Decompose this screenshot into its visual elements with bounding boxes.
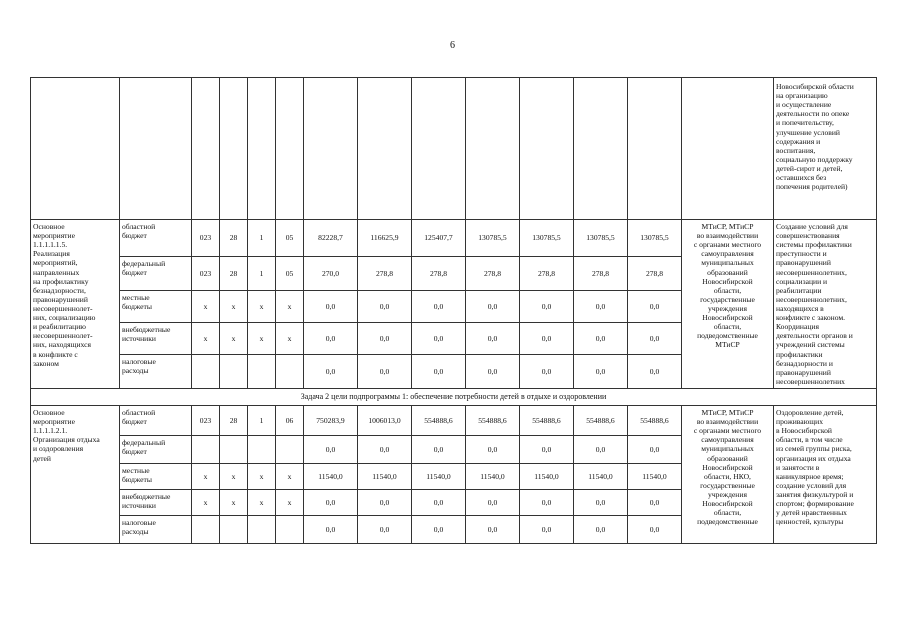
code-c2	[220, 515, 248, 543]
funding-source: внебюджетные источники	[120, 489, 192, 515]
value-cell: 11540,0	[358, 463, 412, 489]
funding-source: местные бюджеты	[120, 463, 192, 489]
page-number: 6	[450, 40, 455, 51]
funding-source: областной бюджет	[120, 220, 192, 257]
code-c4	[276, 354, 304, 388]
code-cell	[276, 78, 304, 220]
value-cell: 0,0	[520, 489, 574, 515]
value-cell: 0,0	[412, 354, 466, 388]
value-cell	[574, 78, 628, 220]
code-c2	[220, 435, 248, 463]
code-c4	[276, 515, 304, 543]
result-cell: Новосибирской области на организацию и осуществление деятельности по опеке и попечительству, улучшение условий содержания и воспитания, социальную поддержку детей-сирот и детей, оставшихся без попечения родителей)	[774, 78, 877, 220]
code-c2: х	[220, 322, 248, 354]
code-c3	[248, 354, 276, 388]
program-table	[30, 77, 877, 544]
code-c4: 06	[276, 405, 304, 435]
funding-source: областной бюджет	[120, 405, 192, 435]
executor-cell: МТиСР, МТиСР во взаимодействии с органами местного самоуправления муниципальных образований Новосибирской области, государственные учреждения Новосибирской области, подведомственные МТиСР	[682, 220, 774, 389]
value-cell: 0,0	[574, 515, 628, 543]
code-c4: 05	[276, 256, 304, 290]
code-c2: х	[220, 463, 248, 489]
funding-source: федеральный бюджет	[120, 435, 192, 463]
value-cell: 11540,0	[304, 463, 358, 489]
value-cell: 278,8	[466, 256, 520, 290]
code-c3	[248, 435, 276, 463]
value-cell: 11540,0	[574, 463, 628, 489]
code-c2: 28	[220, 256, 248, 290]
value-cell: 0,0	[520, 435, 574, 463]
code-c1: 023	[192, 256, 220, 290]
value-cell: 0,0	[304, 354, 358, 388]
value-cell: 0,0	[412, 489, 466, 515]
code-c3: х	[248, 322, 276, 354]
value-cell: 554888,6	[574, 405, 628, 435]
value-cell: 750283,9	[304, 405, 358, 435]
value-cell: 0,0	[412, 515, 466, 543]
value-cell: 0,0	[412, 322, 466, 354]
value-cell: 0,0	[358, 291, 412, 323]
code-c2: х	[220, 489, 248, 515]
value-cell	[412, 78, 466, 220]
value-cell: 116625,9	[358, 220, 412, 257]
code-c2	[220, 354, 248, 388]
value-cell: 0,0	[358, 435, 412, 463]
name-cell	[31, 78, 120, 220]
value-cell: 0,0	[466, 515, 520, 543]
code-c1: х	[192, 291, 220, 323]
value-cell: 0,0	[628, 489, 682, 515]
value-cell	[520, 78, 574, 220]
value-cell: 0,0	[628, 322, 682, 354]
code-c4: х	[276, 489, 304, 515]
value-cell: 278,8	[628, 256, 682, 290]
code-c2: 28	[220, 220, 248, 257]
source-cell	[120, 78, 192, 220]
value-cell: 0,0	[520, 515, 574, 543]
value-cell	[466, 78, 520, 220]
value-cell: 0,0	[628, 291, 682, 323]
code-c1: х	[192, 463, 220, 489]
result-cell: Создание условий для совершенствования системы профилактики преступности и правонарушений несовершеннолетних, социализации и реабилитации несовершеннолетних, находящихся в конфликте с законом. Координация деятельности органов и учреждений системы профилактики безнадзорности и правонарушений несовершеннолетних	[774, 220, 877, 389]
table-row	[31, 220, 877, 257]
value-cell: 1006013,0	[358, 405, 412, 435]
value-cell	[304, 78, 358, 220]
value-cell: 0,0	[466, 354, 520, 388]
value-cell: 0,0	[358, 354, 412, 388]
value-cell: 0,0	[628, 354, 682, 388]
code-c1	[192, 515, 220, 543]
value-cell: 11540,0	[520, 463, 574, 489]
code-c4: х	[276, 463, 304, 489]
code-c1: х	[192, 489, 220, 515]
value-cell: 554888,6	[628, 405, 682, 435]
value-cell: 0,0	[304, 291, 358, 323]
value-cell: 0,0	[520, 354, 574, 388]
value-cell: 82228,7	[304, 220, 358, 257]
code-c3: х	[248, 489, 276, 515]
value-cell: 0,0	[304, 489, 358, 515]
value-cell: 0,0	[466, 291, 520, 323]
code-c1	[192, 354, 220, 388]
value-cell: 0,0	[304, 322, 358, 354]
code-cell	[248, 78, 276, 220]
value-cell: 125407,7	[412, 220, 466, 257]
value-cell: 0,0	[358, 489, 412, 515]
value-cell: 270,0	[304, 256, 358, 290]
value-cell: 130785,5	[520, 220, 574, 257]
code-c3: 1	[248, 220, 276, 257]
funding-source: налоговые расходы	[120, 515, 192, 543]
value-cell: 0,0	[574, 354, 628, 388]
value-cell: 278,8	[574, 256, 628, 290]
value-cell: 0,0	[412, 435, 466, 463]
value-cell: 0,0	[358, 322, 412, 354]
value-cell: 0,0	[358, 515, 412, 543]
code-c1: х	[192, 322, 220, 354]
task-title: Задача 2 цели подпрограммы 1: обеспечение потребности детей в отдыхе и оздоровлении	[31, 388, 877, 405]
value-cell: 554888,6	[466, 405, 520, 435]
code-cell	[192, 78, 220, 220]
code-c3: 1	[248, 256, 276, 290]
value-cell: 0,0	[628, 435, 682, 463]
code-c2: 28	[220, 405, 248, 435]
value-cell: 11540,0	[466, 463, 520, 489]
value-cell: 0,0	[466, 489, 520, 515]
code-c3	[248, 515, 276, 543]
code-cell	[220, 78, 248, 220]
code-c4	[276, 435, 304, 463]
value-cell: 130785,5	[466, 220, 520, 257]
funding-source: налоговые расходы	[120, 354, 192, 388]
code-c1	[192, 435, 220, 463]
value-cell: 0,0	[466, 435, 520, 463]
value-cell: 278,8	[412, 256, 466, 290]
result-cell: Оздоровление детей, проживающих в Новосибирской области, в том числе из семей группы риска, организация их отдыха и занятости в каникулярное время; создание условий для занятия физкультурой и спортом; формирование у детей нравственных ценностей, культуры	[774, 405, 877, 543]
value-cell: 554888,6	[412, 405, 466, 435]
code-c1: 023	[192, 405, 220, 435]
value-cell: 0,0	[520, 291, 574, 323]
table-body	[31, 78, 877, 544]
code-c2: х	[220, 291, 248, 323]
value-cell: 0,0	[574, 291, 628, 323]
activity-name: Основное мероприятие 1.1.1.1.1.5. Реализация мероприятий, направленных на профилактику безнадзорности, правонарушений несовершеннолет- них, социализацию и реабилитацию несовершеннолет- них, находящихся в конфликте с законом	[31, 220, 120, 389]
value-cell: 0,0	[628, 515, 682, 543]
value-cell: 0,0	[304, 515, 358, 543]
value-cell: 0,0	[466, 322, 520, 354]
value-cell: 0,0	[574, 489, 628, 515]
value-cell: 0,0	[304, 435, 358, 463]
value-cell: 554888,6	[520, 405, 574, 435]
value-cell	[628, 78, 682, 220]
value-cell: 0,0	[520, 322, 574, 354]
value-cell: 0,0	[574, 435, 628, 463]
code-c4: х	[276, 322, 304, 354]
code-c4: 05	[276, 220, 304, 257]
value-cell: 130785,5	[628, 220, 682, 257]
table-row	[31, 405, 877, 435]
table-row-top	[31, 78, 877, 220]
task-header-row	[31, 388, 877, 405]
value-cell: 0,0	[412, 291, 466, 323]
code-c3: х	[248, 463, 276, 489]
executor-cell	[682, 78, 774, 220]
value-cell: 278,8	[358, 256, 412, 290]
funding-source: местные бюджеты	[120, 291, 192, 323]
code-c1: 023	[192, 220, 220, 257]
value-cell: 11540,0	[628, 463, 682, 489]
funding-source: внебюджетные источники	[120, 322, 192, 354]
value-cell: 0,0	[574, 322, 628, 354]
activity-name: Основное мероприятие 1.1.1.1.2.1. Организация отдыха и оздоровления детей	[31, 405, 120, 543]
code-c3: 1	[248, 405, 276, 435]
funding-source: федеральный бюджет	[120, 256, 192, 290]
value-cell: 278,8	[520, 256, 574, 290]
code-c3: х	[248, 291, 276, 323]
value-cell	[358, 78, 412, 220]
value-cell: 130785,5	[574, 220, 628, 257]
value-cell: 11540,0	[412, 463, 466, 489]
code-c4: х	[276, 291, 304, 323]
executor-cell: МТиСР, МТиСР во взаимодействии с органами местного самоуправления муниципальных образований Новосибирской области, НКО, государственные учреждения Новосибирской области, подведомственные	[682, 405, 774, 543]
